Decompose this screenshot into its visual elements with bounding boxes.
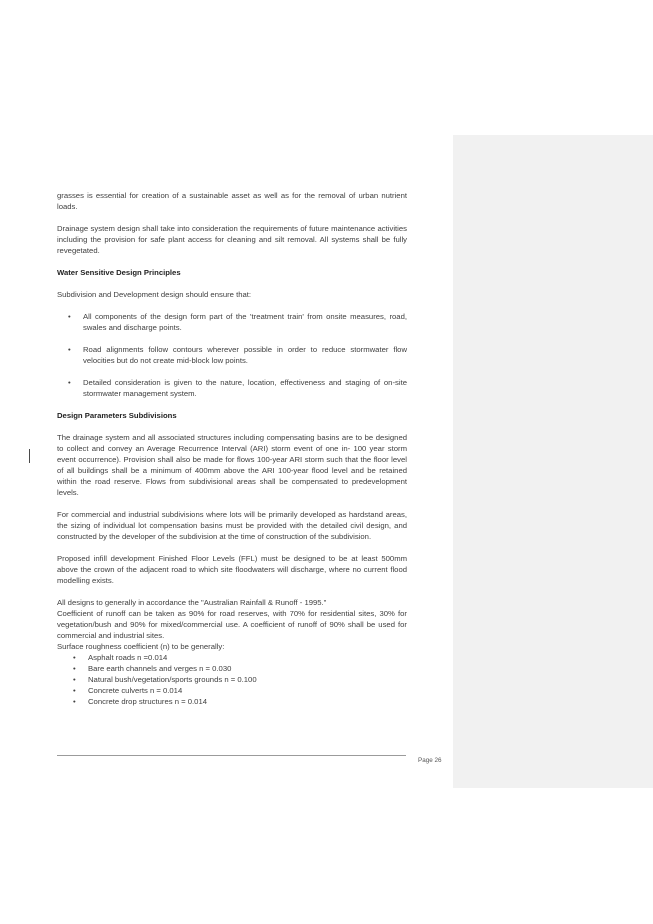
page-number: Page 26 <box>418 757 442 764</box>
footer-divider <box>57 755 406 756</box>
list-item <box>57 652 407 663</box>
paragraph-drainage: Drainage system design shall take into consideration the requirements of future maintenance activities including the provision for safe plant access for cleaning and silt removal. All systems shall be fully revegetated. <box>57 224 407 255</box>
paragraph-coefficient: Coefficient of runoff can be taken as 90% for road reserves, with 70% for residential sites, 30% for vegetation/bush and 90% for mixed/commercial use. A coefficient of runoff of 90% shall be used for commercial and industrial sites. <box>57 609 407 640</box>
bullet-icon: • <box>68 378 71 387</box>
list-item <box>57 685 407 696</box>
list-item-text: Detailed consideration is given to the nature, location, effectiveness and staging of on-site stormwater management system. <box>83 378 407 398</box>
list-item-text: Road alignments follow contours wherever possible in order to reduce stormwater flow velocities but do not create mid-block low points. <box>83 345 407 365</box>
list-item-text: Concrete culverts n = 0.014 <box>88 686 183 695</box>
paragraph-intro: grasses is essential for creation of a sustainable asset as well as for the removal of urban nutrient loads. <box>57 191 407 211</box>
section-heading-water-sensitive: Water Sensitive Design Principles <box>57 268 181 277</box>
list-item <box>57 344 407 366</box>
list-item <box>57 377 407 399</box>
paragraph-infill: Proposed infill development Finished Floor Levels (FFL) must be designed to be at least 500mm above the crown of the adjacent road to which site floodwaters will discharge, where no current flood modelling exists. <box>57 554 407 585</box>
document-body <box>57 190 407 707</box>
list-item-text: Concrete drop structures n = 0.014 <box>88 697 208 706</box>
adjacent-page-panel <box>453 135 653 788</box>
list-item <box>57 674 407 685</box>
list-item <box>57 663 407 674</box>
bullet-icon: • <box>68 312 71 321</box>
line-surface-roughness: Surface roughness coefficient (n) to be generally: <box>57 642 225 651</box>
list-item-text: Asphalt roads n =0.014 <box>88 653 168 662</box>
paragraph-subdivision: Subdivision and Development design should ensure that: <box>57 290 252 299</box>
revision-mark <box>29 449 30 463</box>
bullet-icon: • <box>73 653 76 662</box>
list-item-text: All components of the design form part of the 'treatment train' from onsite measures, road, swales and discharge points. <box>83 312 407 332</box>
line-all-designs: All designs to generally in accordance the "Australian Rainfall & Runoff - 1995." <box>57 598 327 607</box>
bullet-icon: • <box>73 686 76 695</box>
list-item-text: Bare earth channels and verges n = 0.030 <box>88 664 232 673</box>
paragraph-commercial: For commercial and industrial subdivisions where lots will be primarily developed as hardstand areas, the sizing of individual lot compensation basins must be provided with the detailed civil design, and constructed by the developer of the subdivision at the time of construction of the subdivision. <box>57 510 407 541</box>
bullet-icon: • <box>68 345 71 354</box>
water-sensitive-bullet-list <box>57 311 407 399</box>
bullet-icon: • <box>73 664 76 673</box>
roughness-bullet-list <box>57 652 407 707</box>
paragraph-drainage-system: The drainage system and all associated structures including compensating basins are to be designed to collect and convey an Average Recurrence Interval (ARI) storm event of one in- 100 year storm event occurrence). Provision shall also be made for flows 100-year ARI storm such that the floor level of all buildings shall be a minimum of 400mm above the ARI 100-year flood level and be retained within the road reserve. Flows from subdivisional areas shall be compensated to predevelopment levels. <box>57 433 407 497</box>
bullet-icon: • <box>73 675 76 684</box>
list-item-text: Natural bush/vegetation/sports grounds n = 0.100 <box>88 675 257 684</box>
bullet-icon: • <box>73 697 76 706</box>
list-item <box>57 696 407 707</box>
list-item <box>57 311 407 333</box>
section-heading-design-parameters: Design Parameters Subdivisions <box>57 411 177 420</box>
